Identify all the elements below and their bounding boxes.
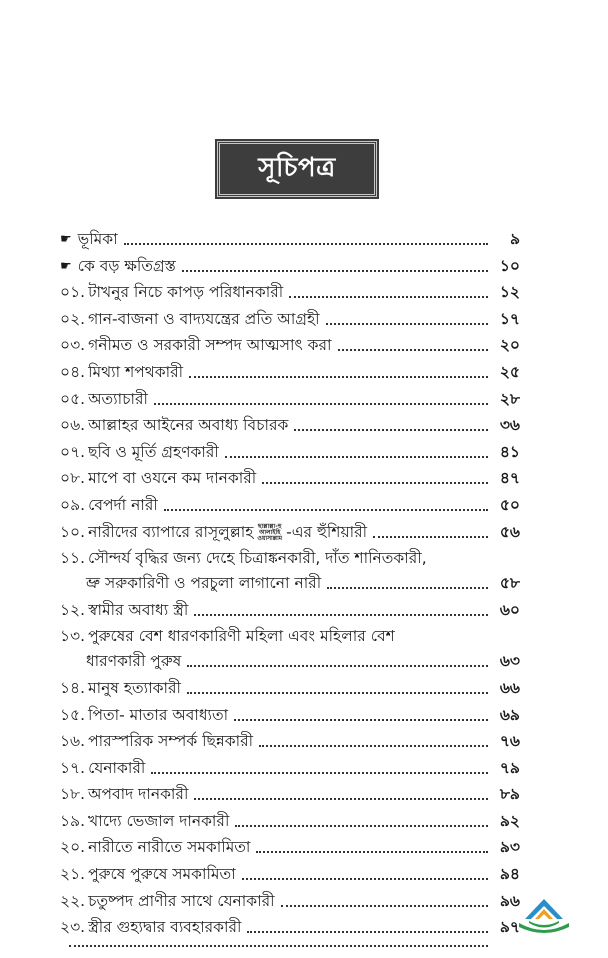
leader-dots [234, 719, 488, 721]
toc-entry-number: ২১. [60, 865, 86, 884]
toc-entry-page: ৫৬ [499, 522, 520, 541]
toc-entry-page: ৬৬ [499, 678, 520, 697]
toc-entry-page: ৭৬ [499, 732, 520, 751]
toc-entry-title: নারীতে নারীতে সমকামিতা [88, 838, 251, 857]
leader-dots [327, 587, 488, 589]
toc-entry-title: স্ত্রীর গুহ্যদ্বার ব্যবহারকারী [88, 918, 242, 937]
toc-entry-title: গান-বাজনা ও বাদ্যযন্ত্রের প্রতি আগ্রহী [88, 309, 320, 328]
toc-entry-number: ০৬. [60, 416, 86, 435]
toc-entry-title: পুরুষের বেশ ধারণকারিণী মহিলা এবং মহিলার বেশ [88, 627, 395, 646]
toc-entry-number: ০১. [60, 283, 86, 302]
toc-entry-page: ৪৭ [499, 469, 520, 488]
toc-entry-title: পিতা- মাতার অবাধ্যতা [88, 705, 229, 724]
page-title: সূচিপত্র [258, 153, 336, 183]
toc-entry-number: ১৪. [60, 678, 86, 697]
toc-entry [60, 443, 520, 462]
toc-entry [60, 257, 520, 276]
leader-dots [151, 772, 488, 774]
table-of-contents [60, 230, 520, 958]
toc-entry-page: ৫৮ [499, 574, 520, 593]
toc-entry-title: পুরুষে পুরুষে সমকামিতা [88, 865, 236, 884]
toc-entry-page: ৩৬ [499, 416, 520, 435]
toc-entry-number: ০২. [60, 309, 86, 328]
toc-entry-number: ২৩. [60, 918, 86, 937]
toc-entry [60, 732, 520, 751]
toc-entry-page: ৯৩ [499, 838, 520, 857]
toc-entry-title: সৌন্দর্য বৃদ্ধির জন্য দেহে চিত্রাঙ্কনকারী, দাঁত শানিতকারী, [88, 549, 427, 568]
toc-entry-page: ২৫ [499, 362, 520, 381]
toc-entry-title: কে বড় ক্ষতিগ্রস্ত [77, 256, 176, 275]
leader-dots [338, 349, 488, 351]
pointing-hand-icon: ☛ [60, 258, 72, 274]
toc-entry-title-cont: ভ্রু সরুকারিণী ও পরচুলা লাগানো নারী [86, 574, 322, 593]
leader-dots [187, 665, 488, 667]
toc-entry-page: ৬০ [499, 600, 520, 619]
toc-entry-page: ৭৯ [499, 758, 520, 777]
toc-entry-title: স্বামীর অবাধ্য স্ত্রী [88, 600, 189, 619]
toc-entry-number: ২০. [60, 838, 86, 857]
leader-dots [326, 323, 488, 325]
leader-dots [259, 745, 488, 747]
toc-entry [60, 627, 520, 671]
toc-entry-page: ৬৩ [499, 652, 520, 671]
publisher-logo-icon [515, 893, 573, 937]
toc-entry [60, 918, 520, 937]
toc-entry-number: ০৭. [60, 442, 86, 461]
toc-entry-page: ১৭ [499, 309, 520, 328]
toc-entry-title: বেপর্দা নারী [88, 495, 158, 514]
seal-line: আলাইহি [259, 528, 281, 536]
toc-entry-line [60, 627, 520, 646]
leader-dots [373, 536, 488, 538]
toc-entry [60, 838, 520, 857]
leader-dots [194, 614, 488, 616]
leader-dots [242, 878, 488, 880]
leader-dots [164, 509, 488, 511]
toc-entry-number: ২২. [60, 891, 86, 910]
toc-entry-title: গনীমত ও সরকারী সম্পদ আত্মসাৎ করা [88, 336, 332, 355]
toc-entry [60, 310, 520, 329]
salawat-seal [257, 524, 282, 542]
toc-entry-title: নারীদের ব্যাপারে রাসূলুল্লাহ [88, 522, 254, 541]
toc-entry-number: ০৩. [60, 336, 86, 355]
toc-entry-number: ০৫. [60, 389, 86, 408]
toc-entry [60, 812, 520, 831]
toc-entry-number: ১৩. [60, 627, 86, 646]
leader-dots [289, 296, 488, 298]
toc-entry-number: ১৯. [60, 811, 86, 830]
toc-entry-page: ১২ [499, 283, 520, 302]
toc-entry-number: ১০. [60, 522, 86, 541]
seal-line: ওয়াসাল্লাম [257, 534, 283, 542]
toc-entry [60, 336, 520, 355]
toc-entry-page: ৪১ [499, 442, 520, 461]
leader-dots [69, 945, 488, 947]
toc-entry [60, 679, 520, 698]
toc-entry [60, 416, 520, 435]
toc-entry-page: ৯৭ [499, 918, 520, 937]
toc-entry [60, 549, 520, 593]
toc-entry-title-cont: ধারণকারী পুরুষ [86, 652, 182, 671]
toc-entry [60, 390, 520, 409]
toc-entry-line [60, 574, 520, 593]
toc-entry-page: ৯৬ [499, 891, 520, 910]
leader-dots [225, 456, 488, 458]
leader-dots [247, 931, 488, 933]
toc-entry-number: ০৯. [60, 495, 86, 514]
toc-entry-number: ০৮. [60, 469, 86, 488]
toc-entry-title: চতুষ্পদ প্রাণীর সাথে যেনাকারী [88, 891, 275, 910]
leader-dots [182, 270, 488, 272]
leader-dots [294, 429, 488, 431]
toc-entry-title: পারস্পরিক সম্পর্ক ছিন্নকারী [88, 732, 254, 751]
pointing-hand-icon: ☛ [60, 232, 72, 247]
toc-entry [60, 523, 520, 542]
toc-entry-number: ১১. [60, 549, 86, 568]
toc-entry [60, 759, 520, 778]
toc-entry [60, 785, 520, 804]
toc-entry-page: ২৮ [499, 389, 520, 408]
toc-entry-page: ৬৯ [499, 705, 520, 724]
toc-entry [60, 945, 520, 951]
leader-dots [187, 692, 488, 694]
toc-entry-number: ০৪. [60, 362, 86, 381]
toc-entry [60, 283, 520, 302]
toc-entry-title: খাদ্যে ভেজাল দানকারী [88, 811, 230, 830]
leader-dots [124, 243, 488, 245]
toc-entry-number: ১৬. [60, 732, 86, 751]
toc-entry-page: ৯৪ [499, 865, 520, 884]
leader-dots [262, 482, 488, 484]
toc-entry-page: ৫০ [499, 495, 520, 514]
toc-entry-number: ১৫. [60, 705, 86, 724]
leader-dots [154, 403, 488, 405]
toc-entry-title: টাখনুর নিচে কাপড় পরিধানকারী [88, 283, 284, 302]
toc-entry-page: ১০ [499, 256, 520, 275]
toc-entry-title: ভূমিকা [77, 230, 118, 248]
toc-entry-title-suffix: -এর হুঁশিয়ারী [286, 522, 368, 541]
leader-dots [194, 798, 488, 800]
toc-entry [60, 865, 520, 884]
toc-entry-line [60, 549, 520, 568]
title-box [217, 141, 377, 197]
seal-line: ছাল্লাল্লা-হু [257, 522, 282, 530]
toc-entry [60, 601, 520, 620]
leader-dots [235, 825, 488, 827]
toc-entry-page: ৮৯ [499, 785, 520, 804]
toc-entry [60, 706, 520, 725]
toc-entry-title: যেনাকারী [88, 758, 146, 777]
toc-entry-title: আল্লাহর আইনের অবাধ্য বিচারক [88, 416, 289, 435]
toc-entry [60, 363, 520, 382]
leader-dots [256, 851, 488, 853]
toc-entry-page: ৯২ [499, 811, 520, 830]
toc-entry-title: অত্যাচারী [88, 389, 148, 408]
toc-entry-title: মানুষ হত্যাকারী [88, 678, 181, 697]
toc-entry [60, 892, 520, 911]
toc-entry-page: ৯ [509, 230, 520, 248]
toc-entry-title: মাপে বা ওযনে কম দানকারী [88, 469, 257, 488]
toc-entry-title: ছবি ও মূর্তি গ্রহণকারী [88, 442, 219, 461]
toc-entry-title: মিথ্যা শপথকারী [88, 362, 184, 381]
toc-entry-title: অপবাদ দানকারী [88, 785, 189, 804]
leader-dots [281, 905, 488, 907]
toc-entry-page: ২০ [499, 336, 520, 355]
toc-entry-number: ১৮. [60, 785, 86, 804]
toc-entry [60, 469, 520, 488]
toc-entry [60, 230, 520, 249]
leader-dots [189, 376, 488, 378]
toc-entry-line [60, 652, 520, 671]
toc-entry-number: ১৭. [60, 758, 86, 777]
toc-entry-number: ১২. [60, 600, 86, 619]
toc-entry [60, 496, 520, 515]
